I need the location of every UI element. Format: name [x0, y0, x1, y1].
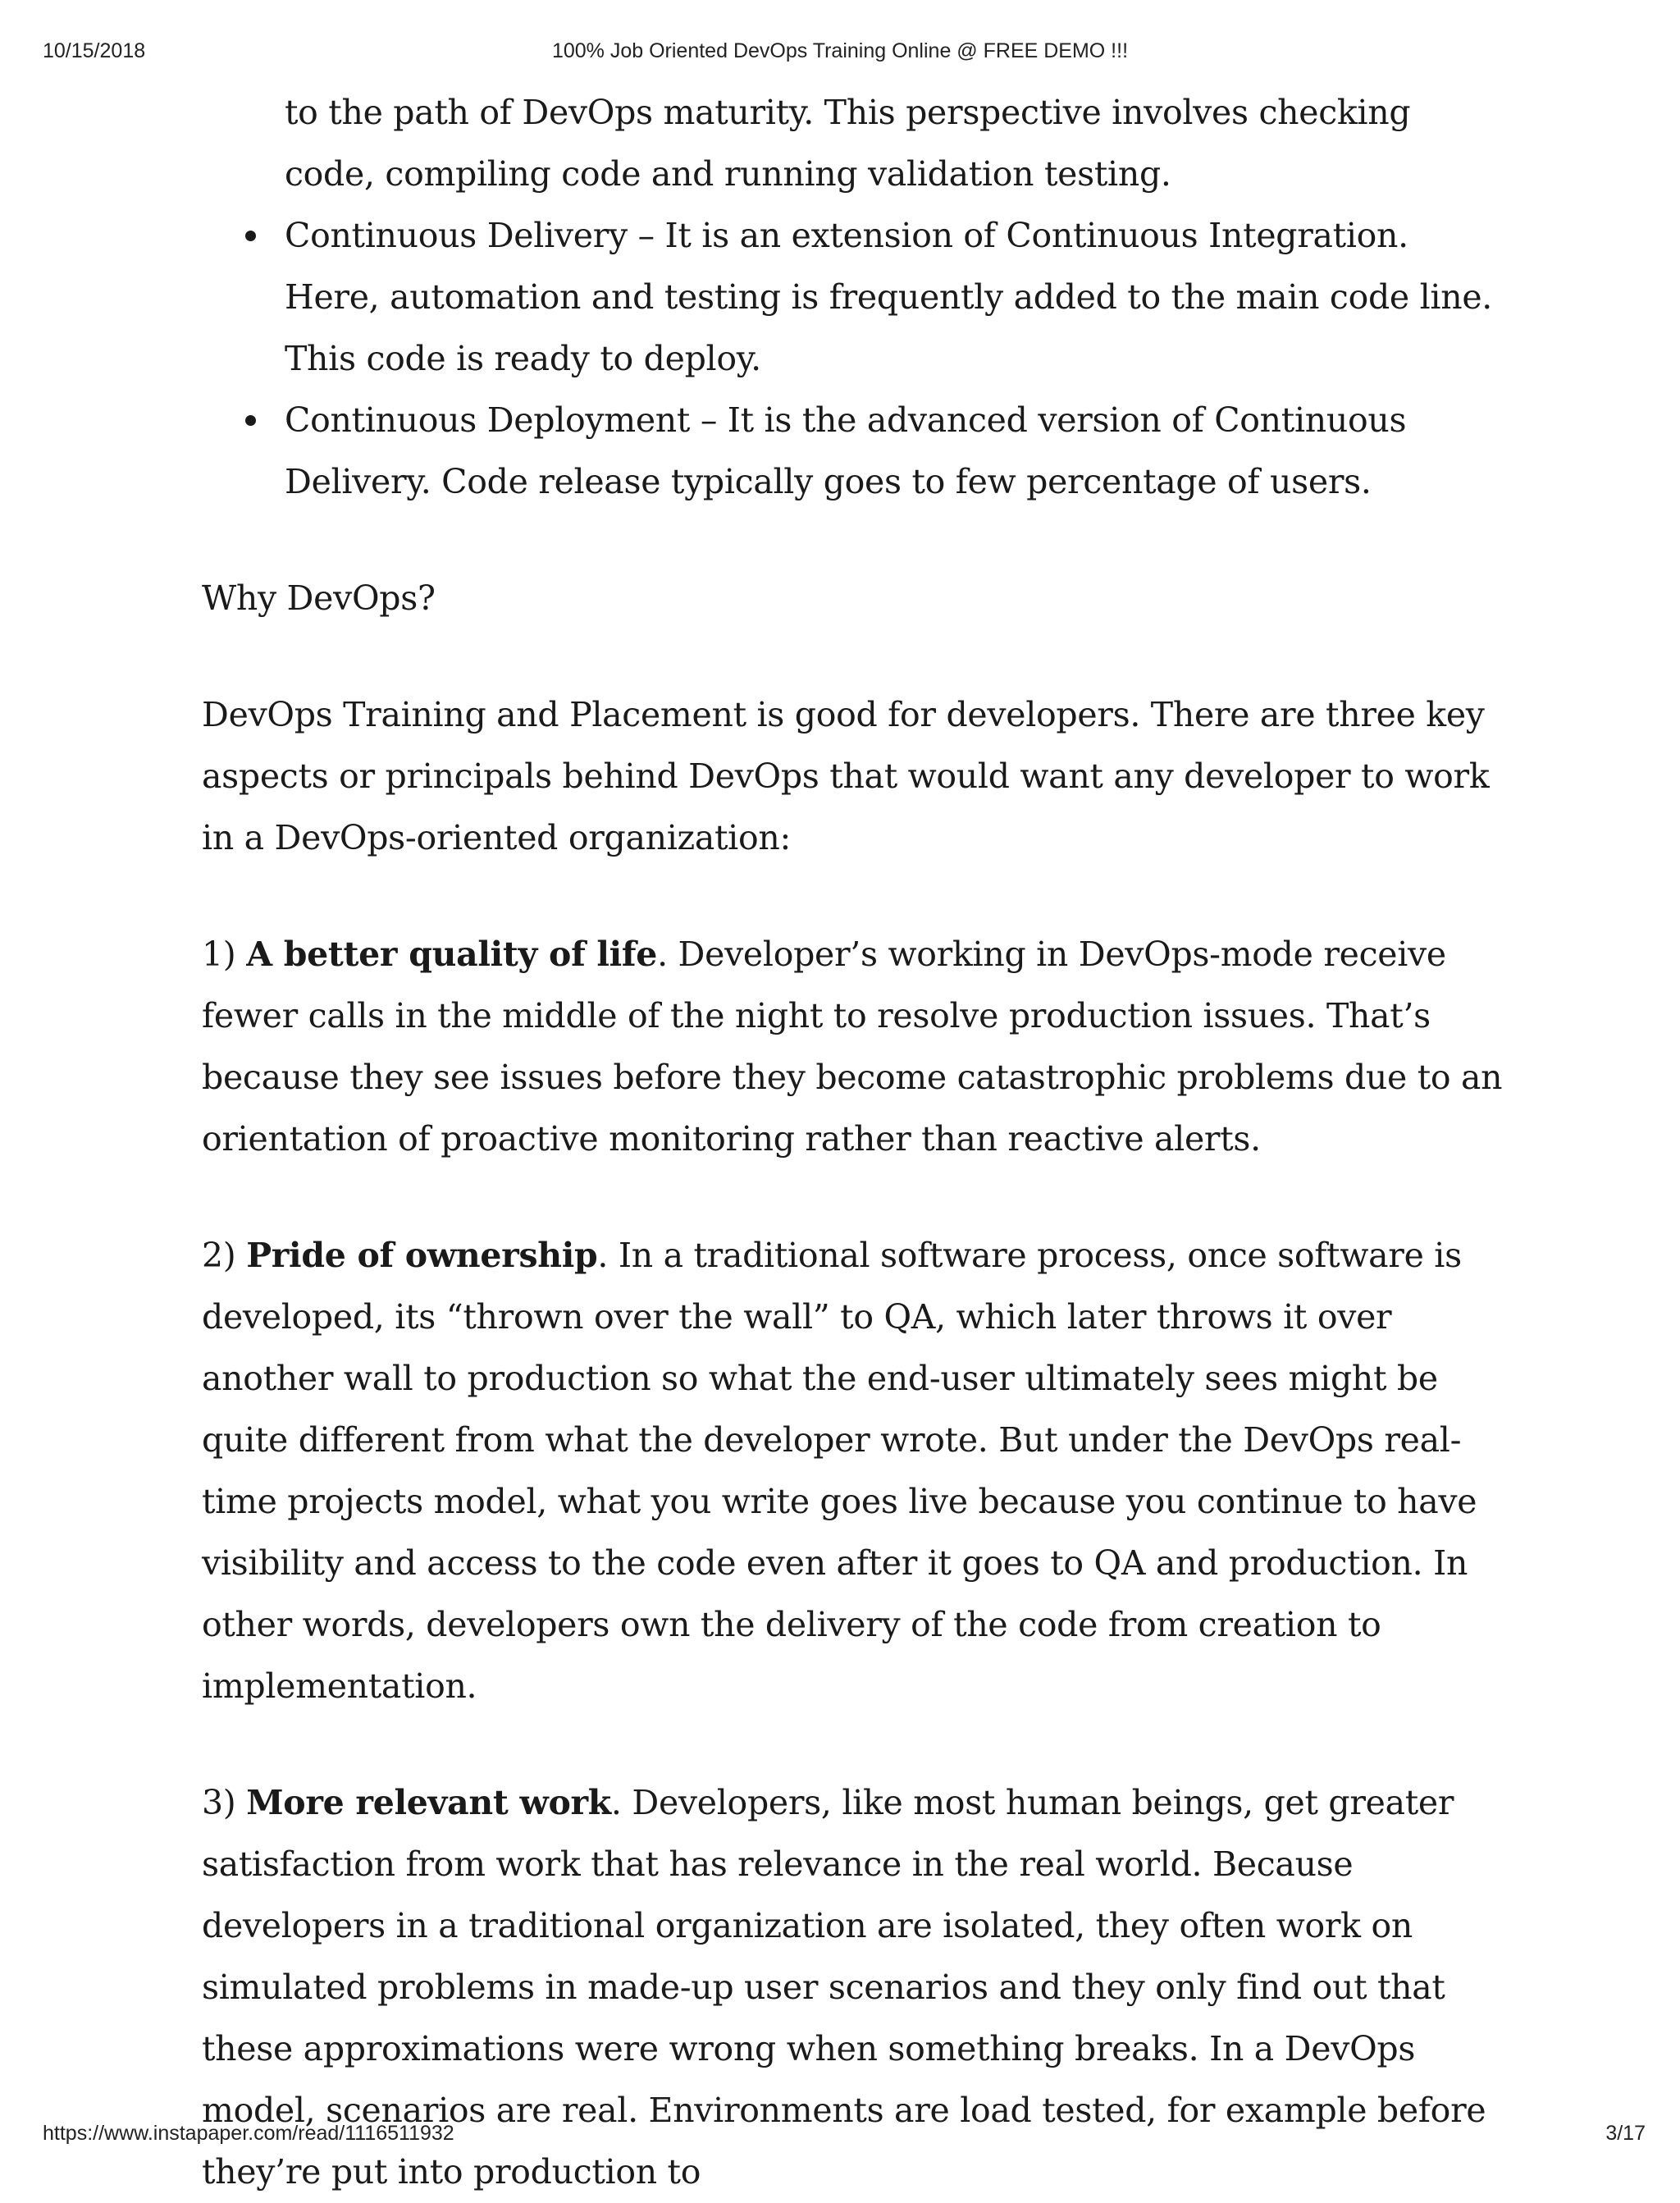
point-quality-of-life: [202, 924, 1506, 1170]
delivery-list: [202, 82, 1506, 513]
list-item-text: to the path of DevOps maturity. This perspective involves checking code, compiling code and running validation testing.: [285, 93, 1411, 194]
list-item-text: Continuous Deployment – It is the advanced version of Continuous Delivery. Code release typically goes to few percentage of users.: [285, 400, 1407, 501]
list-item-continuous-deployment: [285, 390, 1506, 513]
point-body: . In a traditional software process, once software is developed, its “thrown over the wall” to QA, which later throws it over another wall to production so what the end-user ultimately sees might be quite different from what the developer wrote. But under the DevOps real-time projects model, what you write goes live because you continue to have visibility and access to the code even after it goes to QA and production. In other words, developers own the delivery of the code from creation to implementation.: [202, 1236, 1477, 1706]
print-footer: [0, 2122, 1680, 2150]
point-pride-of-ownership: [202, 1225, 1506, 1717]
point-number: 1): [202, 935, 247, 974]
print-date: 10/15/2018: [43, 39, 146, 62]
source-url: https://www.instapaper.com/read/1116511932: [43, 2122, 454, 2145]
print-page-title: 100% Job Oriented DevOps Training Online @ FREE DEMO !!!: [551, 39, 1129, 62]
point-body: . Developer’s working in DevOps-mode receive fewer calls in the middle of the night to resolve production issues. That’s because they see issues before they become catastrophic problems due to an orientation of proactive monitoring rather than reactive alerts.: [202, 935, 1503, 1159]
print-header: [0, 39, 1680, 67]
point-body: . Developers, like most human beings, get greater satisfaction from work that has relevance in the real world. Because developers in a traditional organization are isolated, they often work on simulated problems in made-up user scenarios and they only find out that these approximations were wrong when something breaks. In a DevOps model, scenarios are real. Environments are load tested, for example before they’re put into production to: [202, 1783, 1486, 2192]
point-number: 2): [202, 1236, 247, 1275]
point-title: Pride of ownership: [246, 1236, 598, 1275]
intro-paragraph: DevOps Training and Placement is good for developers. There are three key aspects or principals behind DevOps that would want any developer to work in a DevOps-oriented organization:: [202, 695, 1490, 857]
page-number: 3/17: [1605, 2122, 1646, 2145]
list-item-continuation: [285, 82, 1506, 205]
list-item-continuous-delivery: [285, 205, 1506, 390]
point-title: A better quality of life: [246, 935, 658, 974]
bullet-icon: [245, 231, 256, 241]
article-body: [202, 82, 1506, 2203]
section-heading: Why DevOps?: [202, 578, 436, 618]
point-number: 3): [202, 1783, 247, 1822]
list-item-text: Continuous Delivery – It is an extension of Continuous Integration. Here, automation and testing is frequently added to the main code line. This code is ready to deploy.: [285, 216, 1493, 378]
point-title: More relevant work: [246, 1783, 611, 1822]
bullet-icon: [245, 415, 256, 426]
